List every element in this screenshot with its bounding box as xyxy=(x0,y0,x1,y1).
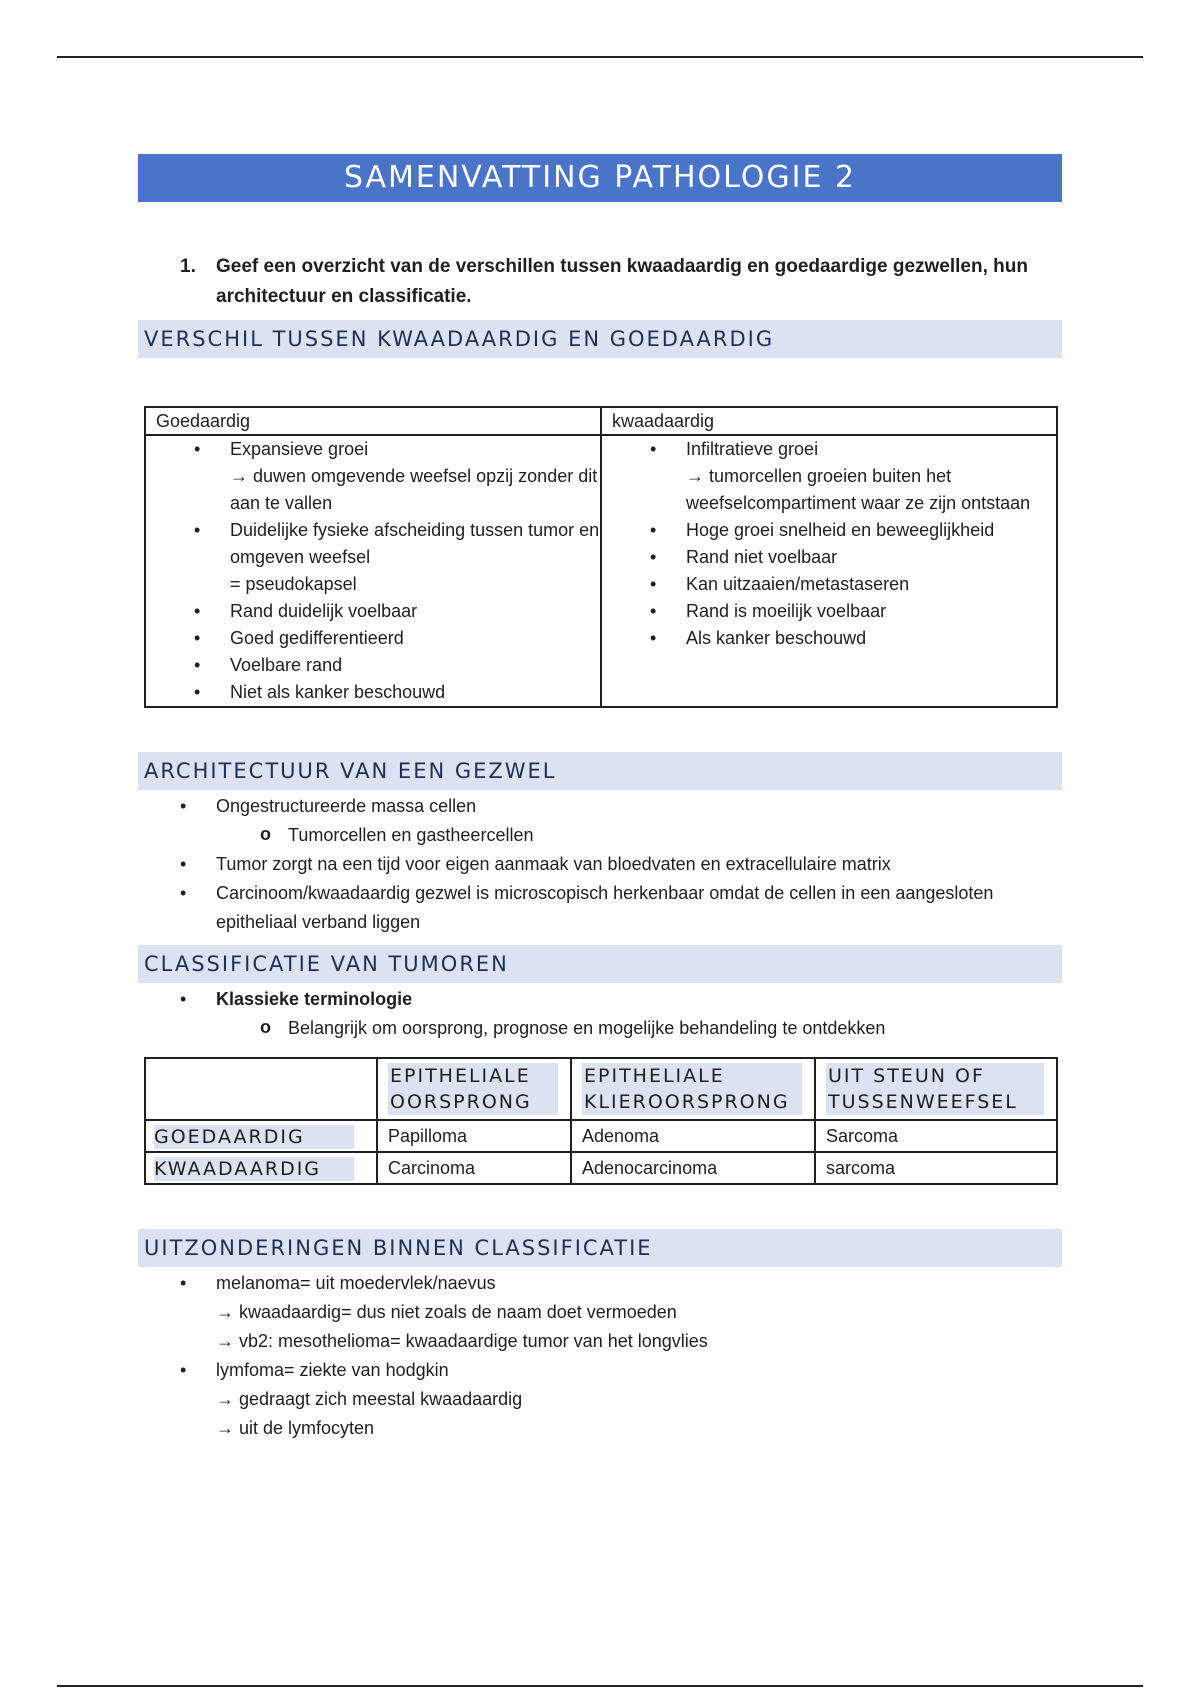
list-item: • lymfoma= ziekte van hodgkin → gedraagt zich meestal kwaadaardig → uit de lymfocyten xyxy=(138,1356,1062,1443)
row-header-goedaardig: GOEDAARDIG xyxy=(145,1120,377,1152)
section-heading-classificatie: CLASSIFICATIE VAN TUMOREN xyxy=(138,945,1062,983)
sub-list-item: o Belangrijk om oorsprong, prognose en mogelijke behandeling te ontdekken xyxy=(216,1014,1062,1043)
classificatie-list xyxy=(138,985,1062,1043)
list-item: • Rand is moeilijk voelbaar xyxy=(650,598,1056,625)
list-item: • Rand niet voelbaar xyxy=(650,544,1056,571)
list-item: • Klassieke terminologie o Belangrijk om oorsprong, prognose en mogelijke behandeling te ontdekken xyxy=(138,985,1062,1043)
list-item: • melanoma= uit moedervlek/naevus → kwaadaardig= dus niet zoals de naam doet vermoeden → vb2: mesothelioma= kwaadaardige tumor van het longvlies xyxy=(138,1269,1062,1356)
list-item: • Expansieve groei → duwen omgevende weefsel opzij zonder dit aan te vallen xyxy=(194,436,600,517)
goedaardig-cell xyxy=(145,435,601,707)
list-item: • Carcinoom/kwaadaardig gezwel is microscopisch herkenbaar omdat de cellen in een aangesloten epitheliaal verband liggen xyxy=(138,879,1062,937)
architectuur-list xyxy=(138,792,1062,937)
kwaadaardig-cell xyxy=(601,435,1057,707)
section-heading-uitzonderingen: UITZONDERINGEN BINNEN CLASSIFICATIE xyxy=(138,1229,1062,1267)
question-number: 1. xyxy=(180,256,196,277)
cell-adenoma: Adenoma xyxy=(571,1120,815,1152)
sub-list-item: o Tumorcellen en gastheercellen xyxy=(216,821,1062,850)
document-title: SAMENVATTING PATHOLOGIE 2 xyxy=(138,154,1062,202)
row-header-kwaadaardig: KWAADAARDIG xyxy=(145,1152,377,1184)
table-header-goedaardig: Goedaardig xyxy=(145,407,601,435)
document-body xyxy=(138,154,1062,1443)
section-heading-verschil: VERSCHIL TUSSEN KWAADAARDIG EN GOEDAARDIG xyxy=(138,320,1062,358)
list-item: • Niet als kanker beschouwd xyxy=(194,679,600,706)
list-item: • Ongestructureerde massa cellen o Tumorcellen en gastheercellen xyxy=(138,792,1062,850)
cell-papilloma: Papilloma xyxy=(377,1120,571,1152)
cell-sarcoma: Sarcoma xyxy=(815,1120,1057,1152)
list-item: • Kan uitzaaien/metastaseren xyxy=(650,571,1056,598)
cell-sarcoma-2: sarcoma xyxy=(815,1152,1057,1184)
cell-carcinoma: Carcinoma xyxy=(377,1152,571,1184)
footer-rule xyxy=(57,1685,1143,1687)
header-rule xyxy=(57,56,1143,58)
col-header-epitheliale-oorsprong: EPITHELIALE OORSPRONG xyxy=(377,1058,571,1120)
list-item: • Rand duidelijk voelbaar xyxy=(194,598,600,625)
list-item: • Infiltratieve groei → tumorcellen groeien buiten het weefselcompartiment waar ze zijn ontstaan xyxy=(650,436,1056,517)
comparison-table xyxy=(144,406,1058,708)
question-1 xyxy=(138,252,1062,312)
list-item: • Goed gedifferentieerd xyxy=(194,625,600,652)
empty-corner-cell xyxy=(145,1058,377,1120)
list-item: • Voelbare rand xyxy=(194,652,600,679)
uitzonderingen-list xyxy=(138,1269,1062,1443)
section-heading-architectuur: ARCHITECTUUR VAN EEN GEZWEL xyxy=(138,752,1062,790)
cell-adenocarcinoma: Adenocarcinoma xyxy=(571,1152,815,1184)
list-item: • Hoge groei snelheid en beweeglijkheid xyxy=(650,517,1056,544)
list-item: • Tumor zorgt na een tijd voor eigen aanmaak van bloedvaten en extracellulaire matrix xyxy=(138,850,1062,879)
list-item: • Als kanker beschouwd xyxy=(650,625,1056,652)
list-item: • Duidelijke fysieke afscheiding tussen tumor en omgeven weefsel = pseudokapsel xyxy=(194,517,600,598)
col-header-tussenweefsel: UIT STEUN OF TUSSENWEEFSEL xyxy=(815,1058,1057,1120)
col-header-klieroorsprong: EPITHELIALE KLIEROORSPRONG xyxy=(571,1058,815,1120)
classification-table xyxy=(144,1057,1058,1185)
table-header-kwaadaardig: kwaadaardig xyxy=(601,407,1057,435)
question-text: Geef een overzicht van de verschillen tussen kwaadaardig en goedaardige gezwellen, hun architectuur en classificatie. xyxy=(216,256,1028,307)
